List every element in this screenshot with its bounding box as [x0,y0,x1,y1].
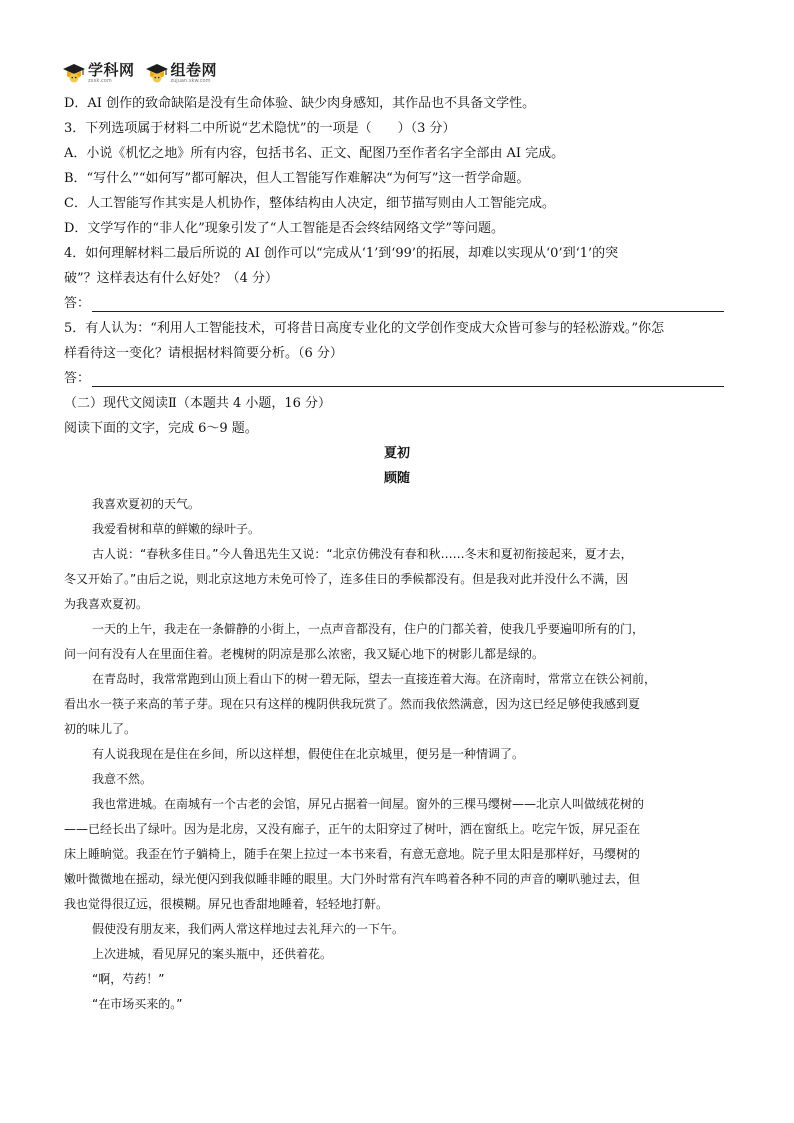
article-paragraph-12: “在市场买来的。” [92,997,183,1011]
q3-option-d: D．文学写作的“非人化”现象引发了“人工智能是否会终结网络文学”等问题。 [64,221,505,236]
answer-underline[interactable] [92,374,724,387]
article-paragraph-10: 上次进城，看见屏兄的案头瓶中，还供着花。 [92,947,333,961]
article-paragraph-9: 假使没有朋友来，我们两人常这样地过去礼拜六的一下午。 [92,922,405,936]
article-author: 顾随 [383,471,410,486]
article-paragraph-11: “啊，芍药！” [92,972,165,986]
xuekewang-logo [62,61,135,85]
article-paragraph-7: 我意不然。 [92,772,153,786]
q2-option-d: D．AI 创作的致命缺陷是没有生命体验、缺少肉身感知，其作品也不具备文学性。 [64,96,536,111]
article-paragraph-8-line4: 嫩叶微微地在摇动，绿光便闪到我似睡非睡的眼里。大门外时常有汽车鸣着各种不同的声音的喇叭驰过去，但 [64,872,641,886]
answer-label: 答： [64,296,91,311]
section-instruction: 阅读下面的文字，完成 6～9 题。 [64,421,258,436]
article-paragraph-3-line3: 为我喜欢夏初。 [64,597,149,611]
article-paragraph-5-line2: 看出水一筷子来高的苇子芽。现在只有这样的槐阴供我玩赏了。然而我依然满意，因为这已经足够使我感到夏 [64,697,641,711]
q3-option-b: B．“写什么”“如何写”都可解决，但人工智能写作难解决“为何写”这一哲学命题。 [64,171,530,186]
article-paragraph-8-line5: 我也觉得很辽远，很模糊。屏兄也香甜地睡着，轻轻地打鼾。 [64,897,389,911]
section-heading: （二）现代文阅读Ⅱ（本题共 4 小题，16 分） [64,396,332,411]
article-paragraph-8-line1: 我也常进城。在南城有一个古老的会馆，屏兄占据着一间屋。窗外的三棵马缨树——北京人叫做绒花树的 [92,797,645,811]
article-paragraph-4-line1: 一天的上午，我走在一条僻静的小街上，一点声音都没有，住户的门都关着，使我几乎要遍叩所有的门， [92,622,645,636]
article-title: 夏初 [383,446,410,461]
logo-domain: zxxk.com [88,77,112,84]
q4-stem-line2: 破”？这样表达有什么好处？（4 分） [64,271,279,286]
q3-option-c: C．人工智能写作其实是人机协作，整体结构由人决定，细节描写则由人工智能完成。 [64,196,555,211]
q4-answer-line[interactable] [64,296,724,312]
q5-answer-line[interactable] [64,371,724,387]
article-paragraph-4-line2: 问一问有没有人在里面住着。老槐树的阴凉是那么浓密，我又疑心地下的树影儿都是绿的。 [64,647,545,661]
article-paragraph-6: 有人说我现在是住在乡间，所以这样想，假使住在北京城里，便另是一种情调了。 [92,747,525,761]
article-paragraph-8-line3: 床上睡晌觉。我歪在竹子躺椅上，随手在架上拉过一本书来看，有意无意地。院子里太阳是那样好，马缨树的 [64,847,641,861]
article-paragraph-3-line2: 冬又开始了。”由后之说，则北京这地方未免可怜了，连多佳日的季候都没有。但是我对此并没什么不满，因 [64,572,629,586]
q3-option-a: A．小说《机忆之地》所有内容，包括书名、正文、配图乃至作者名字全部由 AI 完成。 [64,146,565,161]
header-logos [62,60,227,86]
article-paragraph-5-line3: 初的味儿了。 [64,722,137,736]
article-paragraph-1: 我喜欢夏初的天气。 [92,497,201,511]
zujuanwang-logo [145,61,218,85]
q5-stem-line2: 样看待这一变化？请根据材料简要分析。（6 分） [64,346,343,361]
article-paragraph-3-line1: 古人说：“春秋多佳日。”今人鲁迅先生又说：“北京仿佛没有春和秋……冬末和夏初衔接起来，夏才去， [92,547,633,561]
answer-label: 答： [64,371,91,386]
article-paragraph-2: 我爱看树和草的鲜嫩的绿叶子。 [92,522,261,536]
logo-name: 组卷网 [170,60,218,79]
article-paragraph-5-line1: 在青岛时，我常常跑到山顶上看山下的树一碧无际，望去一直接连着大海。在济南时，常常立在铁公祠前， [92,672,657,686]
q5-stem-line1: 5．有人认为：“利用人工智能技术，可将昔日高度专业化的文学创作变成大众皆可参与的轻松游戏。”你怎 [64,321,665,336]
answer-underline[interactable] [92,299,724,312]
q4-stem-line1: 4．如何理解材料二最后所说的 AI 创作可以“完成从‘1’到‘99’的拓展，却难以实现从‘0’到‘1’的突 [64,246,619,261]
graduation-cap-icon [145,61,169,85]
q3-stem: 3．下列选项属于材料二中所说“艺术隐忧”的一项是（ ）（3 分） [64,121,456,136]
logo-domain: zujuan.xkw.com [170,77,211,84]
graduation-cap-icon [62,61,86,85]
article-paragraph-8-line2: ——已经长出了绿叶。因为是北房，又没有廊子，正午的太阳穿过了树叶，洒在窗纸上。吃完午饭，屏兄歪在 [64,822,641,836]
logo-name: 学科网 [88,60,135,79]
